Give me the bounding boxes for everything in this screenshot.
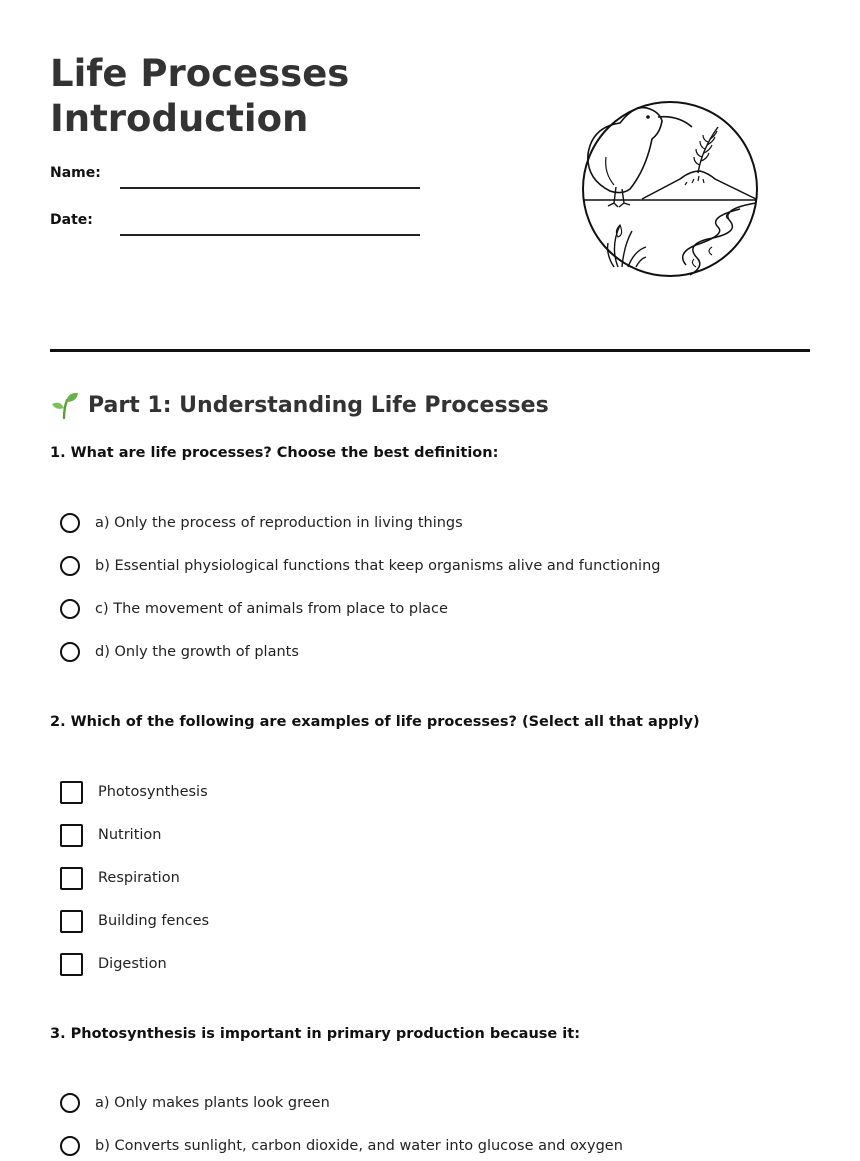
option-label: b) Converts sunlight, carbon dioxide, and water into glucose and oxygen [95,1138,623,1154]
option-label: a) Only makes plants look green [95,1095,330,1111]
option-label: c) The movement of animals from place to place [95,601,448,617]
name-label: Name: [50,165,101,181]
part1-heading-text: Part 1: Understanding Life Processes [88,392,549,418]
radio-button[interactable] [60,1093,80,1113]
date-label: Date: [50,212,93,228]
question-3: 3. Photosynthesis is important in primary production because it: [50,1026,581,1042]
option-label: a) Only the process of reproduction in living things [95,515,463,531]
section-divider [50,349,810,352]
radio-button[interactable] [60,513,80,533]
option-label: Nutrition [98,827,162,843]
radio-button[interactable] [60,556,80,576]
q1-option-d[interactable] [60,639,299,665]
option-label: Photosynthesis [98,784,208,800]
date-field [50,212,430,242]
question-1: 1. What are life processes? Choose the best definition: [50,445,499,461]
checkbox[interactable] [60,910,83,933]
page-title-line-1: Life Processes [50,52,350,95]
q3-option-b[interactable] [60,1133,623,1159]
page-title [50,51,470,141]
radio-button[interactable] [60,599,80,619]
option-label: Respiration [98,870,180,886]
name-input-line[interactable] [120,187,420,189]
q1-option-a[interactable] [60,510,463,536]
q2-option-building-fences[interactable] [60,908,209,934]
part1-heading [50,389,549,421]
page-title-line-2: Introduction [50,97,309,140]
question-2: 2. Which of the following are examples of life processes? (Select all that apply) [50,714,700,730]
q2-option-digestion[interactable] [60,951,167,977]
option-label: d) Only the growth of plants [95,644,299,660]
date-input-line[interactable] [120,234,420,236]
kiwi-volcano-river-emblem-icon [580,99,760,279]
checkbox[interactable] [60,781,83,804]
q3-option-a[interactable] [60,1090,330,1116]
radio-button[interactable] [60,1136,80,1156]
checkbox[interactable] [60,953,83,976]
q2-option-photosynthesis[interactable] [60,779,208,805]
radio-button[interactable] [60,642,80,662]
q1-option-b[interactable] [60,553,660,579]
q2-option-respiration[interactable] [60,865,180,891]
q2-option-nutrition[interactable] [60,822,162,848]
q1-option-c[interactable] [60,596,448,622]
option-label: Digestion [98,956,167,972]
checkbox[interactable] [60,867,83,890]
checkbox[interactable] [60,824,83,847]
sprout-icon [50,390,80,420]
name-field [50,165,430,195]
option-label: b) Essential physiological functions that keep organisms alive and functioning [95,558,661,574]
option-label: Building fences [98,913,210,929]
